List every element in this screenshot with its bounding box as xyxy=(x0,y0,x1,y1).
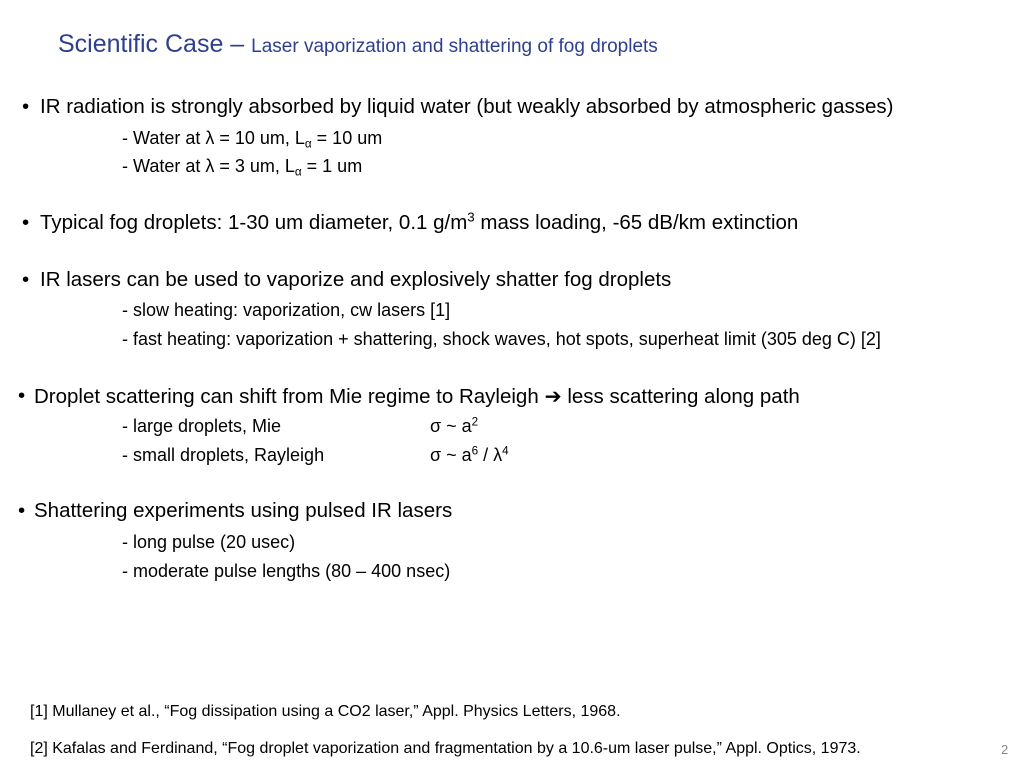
page-number: 2 xyxy=(1001,742,1009,757)
formula-rayleigh: σ ~ $a^6 / \lambda^4$ xyxy=(430,444,509,465)
bullet-fog-droplets: Typical fog droplets: 1-30 um diameter, 0.1 $g/m^3$ mass loading, -65 dB/km extinction xyxy=(40,209,799,234)
bullet-shattering-experiments: Shattering experiments using pulsed IR lasers xyxy=(34,499,453,522)
title-sub: Laser vaporization and shattering of fog droplets xyxy=(251,36,658,57)
sub-large-droplets: - large droplets, Mie σ ~ $a^2$ xyxy=(122,415,479,436)
sub-water-10um: - Water at λ = 10 um, $L_\alpha = 10$ um xyxy=(122,128,383,151)
sub-long-pulse: - long pulse (20 usec) xyxy=(122,532,296,552)
bullet-marker: • xyxy=(22,211,30,234)
title-main: Scientific Case xyxy=(58,30,224,58)
reference-1: [1] Mullaney et al., “Fog dissipation using a CO2 laser,” Appl. Physics Letters, 1968. xyxy=(30,703,621,720)
bullet-marker: • xyxy=(18,384,26,407)
sub-slow-heating: - slow heating: vaporization, cw lasers [1] xyxy=(122,300,451,320)
bullet-ir-lasers: IR lasers can be used to vaporize and explosively shatter fog droplets xyxy=(40,268,672,291)
sub-fast-heating: - fast heating: vaporization + shattering, shock waves, hot spots, superheat limit (305 deg C) [2] xyxy=(122,329,881,349)
reference-2: [2] Kafalas and Ferdinand, “Fog droplet vaporization and fragmentation by a 10.6-um laser pulse,” Appl. Optics, 1973. xyxy=(30,740,861,757)
title-dash: – xyxy=(223,30,252,58)
formula-mie: σ ~ $a^2$ xyxy=(430,415,479,436)
sub-water-3um: - Water at λ = 3 um, $L_\alpha = 1$ um xyxy=(122,156,363,179)
bullet-droplet-scattering: Droplet scattering can shift from Mie regime to Rayleigh ➔ less scattering along path xyxy=(34,384,800,408)
bullet-ir-absorption: IR radiation is strongly absorbed by liquid water (but weakly absorbed by atmospheric gasses) xyxy=(40,95,894,118)
sub-moderate-pulse: - moderate pulse lengths (80 – 400 nsec) xyxy=(122,561,451,581)
sub-small-droplets: - small droplets, Rayleigh σ ~ $a^6 / \lambda^4$ xyxy=(122,444,509,465)
right-arrow-icon: ➔ xyxy=(544,384,562,408)
bullet-marker: • xyxy=(22,268,30,291)
bullet-marker: • xyxy=(18,499,26,522)
bullet-marker: • xyxy=(22,95,30,118)
slide-title xyxy=(58,30,658,59)
